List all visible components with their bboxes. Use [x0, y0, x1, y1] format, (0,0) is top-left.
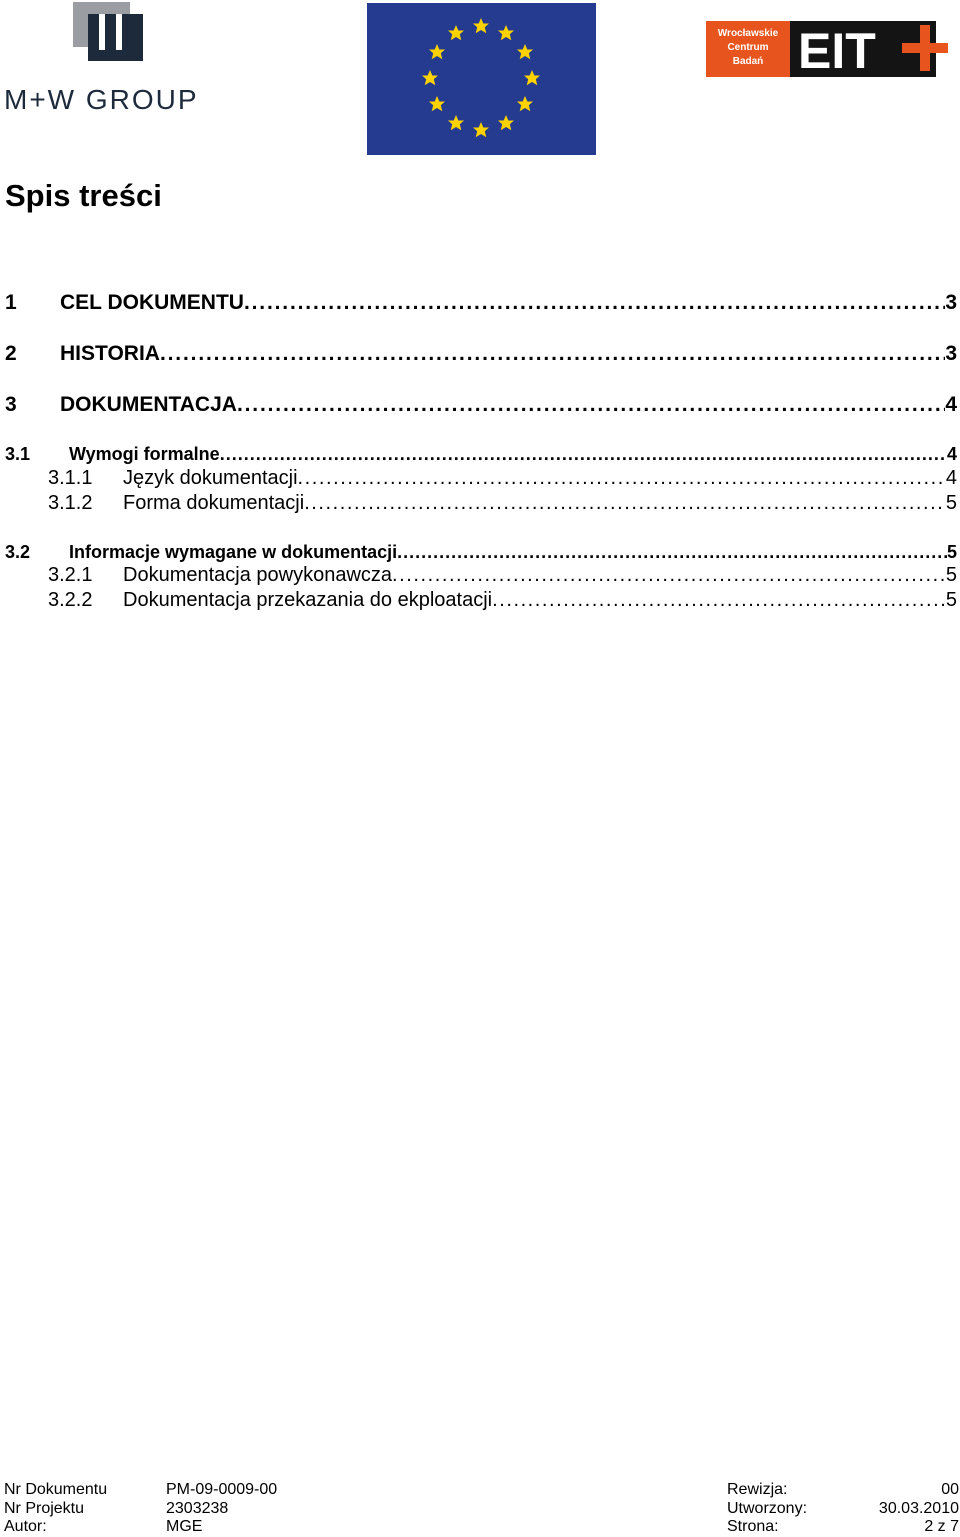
mw-group-logo-icon: [4, 2, 214, 114]
toc-entry-number: 2: [5, 342, 17, 365]
eu-flag-icon: [367, 3, 596, 155]
toc-entry-label: Wymogi formalne: [69, 444, 220, 464]
toc-entry[interactable]: [48, 589, 957, 612]
toc-entry-number: 3.2.2: [48, 589, 93, 611]
toc-dot-leader: [304, 492, 946, 515]
mw-group-logo: [4, 2, 214, 114]
footer-label: Rewizja:: [727, 1481, 788, 1498]
footer-row: [4, 1518, 959, 1537]
toc-entry-number: 3.1: [5, 444, 31, 464]
toc-entry-page: 4: [945, 393, 957, 416]
footer-row: [4, 1481, 959, 1500]
page-title: Spis treści: [5, 178, 162, 213]
toc-entry-page: 5: [945, 589, 957, 611]
toc-entry-number: 1: [5, 291, 17, 314]
toc-dot-leader: [298, 467, 946, 490]
footer-label: Autor:: [4, 1518, 47, 1535]
eit-text-line-3: Badań: [732, 56, 764, 67]
toc-dot-leader: [397, 542, 947, 563]
eit-mark-text: EIT: [798, 23, 876, 77]
toc-dot-leader: [392, 564, 946, 587]
eit-text-line-2: Centrum: [727, 42, 769, 53]
toc-dot-leader: [244, 291, 945, 315]
eit-text-line-1: Wrocławskie: [717, 28, 779, 39]
toc-dot-leader: [237, 393, 945, 417]
footer-value: 2 z 7: [924, 1518, 959, 1535]
toc-entry-page: 3: [945, 291, 957, 314]
toc-entry-page: 3: [945, 342, 957, 365]
page-footer: [4, 1481, 959, 1537]
eit-plus-logo-icon: [706, 21, 948, 77]
toc-entry-label: Forma dokumentacji: [123, 492, 305, 514]
footer-label: Utworzony:: [727, 1499, 808, 1517]
eit-plus-logo: [706, 21, 948, 77]
toc-dot-leader: [160, 342, 945, 366]
footer-value: 00: [941, 1481, 959, 1498]
footer-label: Nr Dokumentu: [4, 1481, 108, 1498]
toc-entry[interactable]: [5, 342, 957, 366]
footer-row: [4, 1500, 959, 1519]
toc-entry-page: 4: [945, 467, 957, 489]
footer-value: MGE: [166, 1518, 203, 1535]
toc-entry-label: HISTORIA: [60, 342, 160, 365]
toc-dot-leader: [492, 589, 946, 612]
toc-entry-number: 3.1.2: [48, 492, 93, 514]
toc-entry-number: 3.1.1: [48, 467, 93, 489]
toc-entry-number: 3: [5, 393, 17, 416]
footer-label: Strona:: [727, 1518, 779, 1535]
footer-value: 2303238: [166, 1499, 229, 1517]
toc-entry-page: 4: [946, 444, 957, 464]
toc-entry-label: Język dokumentacji: [123, 467, 298, 489]
toc-entry-page: 5: [946, 542, 957, 562]
toc-entry[interactable]: [5, 542, 957, 563]
footer-value: PM-09-0009-00: [166, 1481, 278, 1498]
toc-entry-label: DOKUMENTACJA: [60, 393, 237, 416]
toc-entry-label: Dokumentacja powykonawcza: [123, 564, 393, 586]
mw-group-brand-text: M+W GROUP: [4, 84, 199, 114]
toc-entry[interactable]: [48, 492, 957, 515]
footer-label: Nr Projektu: [4, 1499, 85, 1517]
eu-flag: [367, 3, 596, 155]
toc-entry[interactable]: [48, 564, 957, 587]
toc-entry-label: CEL DOKUMENTU: [60, 291, 244, 314]
toc-entry-number: 3.2.1: [48, 564, 93, 586]
toc-entry-number: 3.2: [5, 542, 31, 562]
toc-entry-label: Informacje wymagane w dokumentacji: [69, 542, 398, 562]
toc-entry[interactable]: [5, 393, 957, 417]
toc-entry[interactable]: [48, 467, 957, 490]
footer-value: 30.03.2010: [878, 1499, 959, 1517]
toc-entry[interactable]: [5, 291, 957, 315]
toc-entry-page: 5: [945, 564, 957, 586]
toc-entry-label: Dokumentacja przekazania do ekploatacji: [123, 589, 493, 611]
toc-dot-leader: [220, 444, 947, 465]
toc-entry[interactable]: [5, 444, 957, 465]
toc-entry-page: 5: [945, 492, 957, 514]
